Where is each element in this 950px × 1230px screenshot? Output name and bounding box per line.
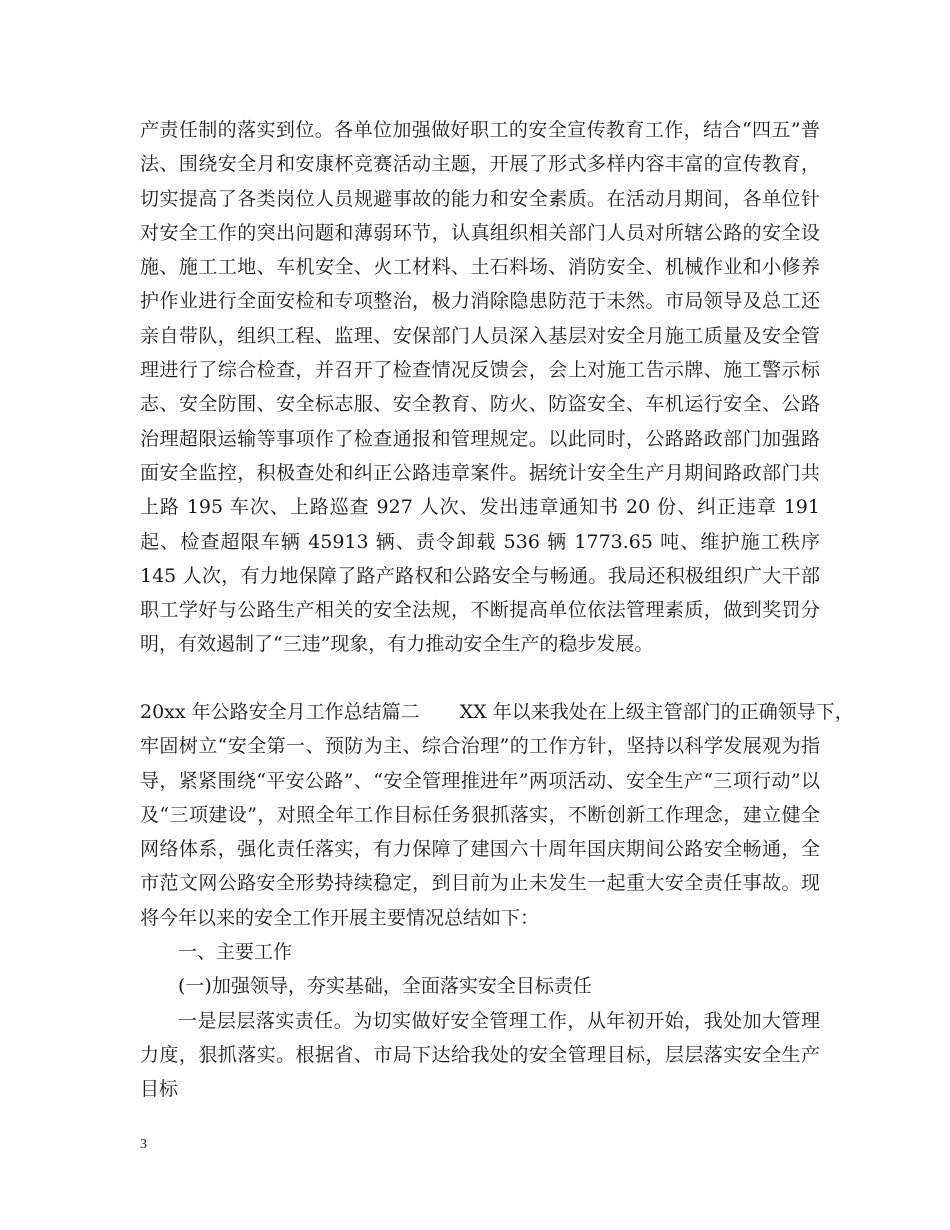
section-intro-line <box>140 695 854 729</box>
heading-main-work: 一、主要工作 <box>178 941 293 964</box>
page-number: 3 <box>140 1137 147 1152</box>
subheading-one: (一)加强领导，夯实基础，全面落实安全目标责任 <box>178 975 592 998</box>
section-intro-rest: 牢固树立“安全第一、预防为主、综合治理”的工作方针，坚持以科学发展观为指导，紧紧围绕“平安公路”、“安全管理推进年”两项活动、安全生产“三项行动”以及“三项建设”，对照全年工作目标任务狠抓落实，不断创新工作理念，建立健全网络体系，强化责任落实，有力保障了建国六十周年国庆期间公路安全畅通，全市范文网公路安全形势持续稳定，到目前为止未发生一起重大安全责任事故。现将今年以来的安全工作开展主要情况总结如下： <box>140 735 820 929</box>
section-title: 20xx 年公路安全月工作总结篇二 <box>140 701 420 723</box>
paragraph-responsibility: 一是层层落实责任。为切实做好安全管理工作，从年初开始，我处加大管理力度，狠抓落实。根据省、市局下达给我处的安全管理目标，层层落实安全生产目标 <box>140 1009 820 1101</box>
section-two <box>140 695 854 1107</box>
section-intro-first: XX 年以来我处在上级主管部门的正确领导下， <box>459 701 854 723</box>
paragraph-text: 产责任制的落实到位。各单位加强做好职工的安全宣传教育工作，结合“四五”普法、围绕安全月和安康杯竞赛活动主题，开展了形式多样内容丰富的宣传教育，切实提高了各类岗位人员规避事故的能力和安全素质。在活动月期间，各单位针对安全工作的突出问题和薄弱环节，认真组织相关部门人员对所辖公路的安全设施、施工工地、车机安全、火工材料、土石料场、消防安全、机械作业和小修养护作业进行全面安检和专项整治，极力消除隐患防范于未然。市局领导及总工还亲自带队，组织工程、监理、安保部门人员深入基层对安全月施工质量及安全管理进行了综合检查，并召开了检查情况反馈会，会上对施工告示牌、施工警示标志、安全防围、安全标志服、安全教育、防火、防盗安全、车机运行安全、公路治理超限运输等事项作了检查通报和管理规定。以此同时，公路路政部门加强路面安全监控，积极查处和纠正公路违章案件。据统计安全生产月期间路政部门共上路 195 车次、上路巡查 927 人次、发出违章通知书 20 份、纠正违章 191 起、检查超限车辆 45913 辆、责令卸载 536 辆 1773.65 吨、维护施工秩序 145 人次，有力地保障了路产路权和公路安全与畅通。我局还积极组织广大干部职工学好与公路生产相关的安全法规，不断提高单位依法管理素质，做到奖罚分明，有效遏制了“三违”现象，有力推动安全生产的稳步发展。 <box>140 119 820 656</box>
body-paragraph-continued <box>140 113 820 662</box>
